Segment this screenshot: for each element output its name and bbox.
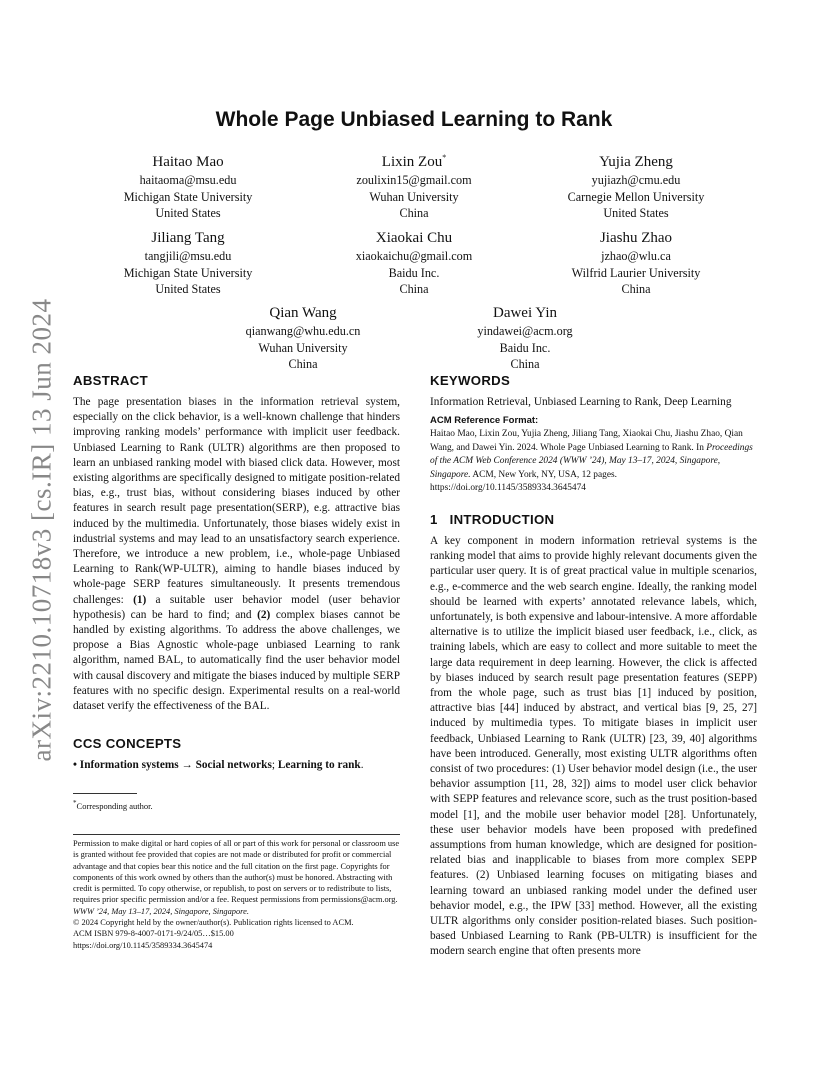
author-block (299, 224, 529, 298)
author-name: Jiliang Tang (151, 230, 225, 246)
doi-line[interactable]: https://doi.org/10.1145/3589334.3645474 (73, 940, 213, 950)
author-country: China (621, 282, 651, 296)
author-name: Haitao Mao (152, 154, 224, 170)
arxiv-identifier-stamp (22, 300, 62, 760)
author-name: Yujia Zheng (599, 154, 673, 170)
author-affiliation: Michigan State University (123, 189, 253, 204)
author-block (410, 299, 640, 373)
author-country: China (510, 357, 540, 371)
author-email: yujiazh@cmu.edu (591, 173, 681, 187)
author-block (188, 299, 418, 373)
author-country: China (288, 357, 318, 371)
author-country: United States (603, 206, 669, 220)
author-affiliation: Carnegie Mellon University (567, 189, 705, 204)
acm-reference-label: ACM Reference Format: (430, 415, 539, 426)
author-email: xiaokaichu@gmail.com (355, 249, 473, 263)
author-country: China (399, 206, 429, 220)
author-affiliation: Wuhan University (258, 340, 348, 355)
ccs-concepts-text: • Information systems → Social networks; Learning to rank. (73, 759, 364, 771)
introduction-section (430, 512, 757, 960)
footnote-text: *Corresponding author. (73, 799, 153, 811)
introduction-heading: 1 INTRODUCTION (430, 512, 555, 527)
author-affiliation: Wilfrid Laurier University (571, 265, 701, 280)
abstract-section (73, 373, 400, 714)
author-affiliation: Baidu Inc. (499, 340, 551, 355)
author-block (521, 148, 751, 222)
ccs-concepts-section (73, 736, 400, 773)
venue-line: WWW ’24, May 13–17, 2024, Singapore, Singapore. (73, 906, 249, 916)
arxiv-identifier-text: arXiv:2210.10718v3 [cs.IR] 13 Jun 2024 (26, 298, 57, 762)
introduction-text: A key component in modern information retrieval systems is the ranking model that aims to provide highly relevant documents given the particular user query. It is of great practical value in multiple scenarios, e.g., e-commerce and the web search engine. Ideally, the ranking model should be learned with experts’ annotated relevance labels, which, unfortunately, is both expensive and labour-intensive. A more affordable alternative is to utilize the implicit biased user feedback, i.e., click, as training labels, which are easy to collect and more suitable to meet the large data requirement in deep learning. However, the click is affected by biases induced by search result page presentation features (SEPP) from the whole page, such as trust bias [1] induced by position, attractive bias [44] induced by abstract, and vertical bias [9, 25, 27] induced by multimedia types. To mitigate biases in implicit user feedback, Unbiased Learning to Rank (ULTR) [23, 39, 40] algorithms have been introduced. Generally, most existing ULTR algorithms often consist of two procedures: (1) User behavior model design (i.e., the user behavior assumption [11, 28, 32]) aims to model user click behavior with SEPP features and relevance score, such as the trust position-based model [1], and the mobile user behavior model [28]. Unfortunately, these user behavior models have been proposed with predefined assumptions from human knowledge, which are designed for position-related bias and inapplicable to biases from more complex SEPP features. (2) Unbiased learning focuses on mitigating biases and learning toward an unbiased ranking model under the defined user behavior model, e.g., the IPW [33] method. However, all the existing ULTR algorithms only consider position-related biases. Such position-based Unbiased Learning to Rank (PB-ULTR) is insufficient for the modern search engine that often presents more (430, 535, 757, 958)
author-name: Dawei Yin (492, 305, 557, 321)
author-email: jzhao@wlu.ca (601, 249, 671, 263)
footnote-area (73, 793, 400, 812)
copyright-line: © 2024 Copyright held by the owner/author(s). Publication rights licensed to ACM. (73, 918, 354, 928)
footnote-rule (73, 793, 137, 794)
author-email: zoulixin15@gmail.com (356, 173, 472, 187)
isbn-line: ACM ISBN 979-8-4007-0171-9/24/05…$15.00 (73, 929, 234, 939)
permission-text: Permission to make digital or hard copies of all or part of this work for personal or classroom use is granted without fee provided that copies are not made or distributed for profit or commercial advantage and that copies bear this notice and the full citation on the first page. Copyrights for components of this work owned by others than the author(s) must be honored. Abstracting with credit is permitted. To copy otherwise, or republish, to post on servers or to redistribute to lists, requires prior specific permission and/or a fee. Request permissions from permissions@acm.org. (73, 839, 400, 905)
permission-block (73, 834, 400, 951)
author-affiliation: Baidu Inc. (388, 265, 440, 280)
author-name: Lixin Zou* (381, 153, 447, 170)
author-name: Qian Wang (269, 305, 337, 321)
keywords-text: Information Retrieval, Unbiased Learning to Rank, Deep Learning (430, 396, 732, 408)
keywords-section (430, 373, 757, 410)
author-block (73, 148, 303, 222)
abstract-text: The page presentation biases in the information retrieval system, especially on the click behavior, is a well-known challenge that hinders improving ranking models’ performance with implicit user feedback. Unbiased Learning to Rank (ULTR) algorithms are then proposed to learn an unbiased ranking model with biased click data. However, most existing algorithms are specifically designed to mitigate position-related bias, e.g., trust bias, without considering biases induced by other features in search result page presentation(SERP), e.g. attractive bias induced by the multimedia. Unfortunately, those biases widely exist in industrial systems and may lead to an unsatisfactory search experience. Therefore, we introduce a new problem, i.e., whole-page Unbiased Learning to Rank(WP-ULTR), aiming to handle biases induced by whole-page SERP features simultaneously. It presents tremendous challenges: (1) a suitable user behavior model (user behavior hypothesis) can be hard to find; and (2) complex biases cannot be handled by existing algorithms. To address the above challenges, we propose a Bias Agnostic whole-page unbiased Learning to rank algorithm, named BAL, to automatically find the user behavior model with causal discovery and mitigate the biases induced by multiple SERP features with no specific design. Experimental results on a real-world dataset verify the effectiveness of the BAL. (73, 396, 401, 713)
author-country: United States (155, 206, 221, 220)
author-affiliation: Wuhan University (369, 189, 459, 204)
author-email: yindawei@acm.org (477, 324, 573, 338)
author-email: qianwang@whu.edu.cn (245, 324, 361, 338)
author-email: haitaoma@msu.edu (139, 173, 237, 187)
permission-rule (73, 834, 400, 835)
abstract-heading: ABSTRACT (73, 373, 148, 388)
author-name: Jiashu Zhao (599, 230, 673, 246)
ccs-concepts-heading: CCS CONCEPTS (73, 736, 182, 751)
author-country: China (399, 282, 429, 296)
author-country: United States (155, 282, 221, 296)
author-name: Xiaokai Chu (375, 230, 453, 246)
author-email: tangjili@msu.edu (144, 249, 232, 263)
author-affiliation: Michigan State University (123, 265, 253, 280)
author-block (521, 224, 751, 298)
author-block (73, 224, 303, 298)
paper-title: Whole Page Unbiased Learning to Rank (215, 108, 613, 131)
author-block (299, 148, 529, 222)
acm-reference-section (430, 414, 757, 496)
keywords-heading: KEYWORDS (430, 373, 511, 388)
acm-reference-text: Haitao Mao, Lixin Zou, Yujia Zheng, Jiliang Tang, Xiaokai Chu, Jiashu Zhao, Qian Wang, and Dawei Yin. 2024. Whole Page Unbiased Learning to Rank. In Proceedings of the ACM Web Conference 2024 (WWW ’24), May 13–17, 2024, Singapore, Singapore. ACM, New York, NY, USA, 12 pages. https://doi.org/10.1145/3589334.3645474 (430, 429, 753, 494)
